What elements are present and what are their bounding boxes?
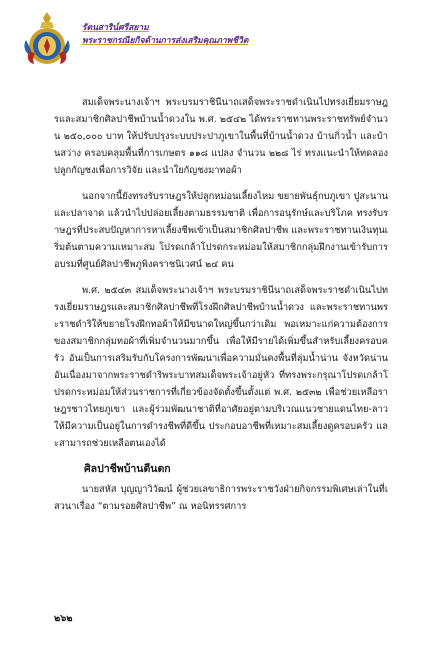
royal-emblem-icon [22,10,72,66]
paragraph-4: นายสหัส บุญญาวิวัฒน์ ผู้ช่วยเลขาธิการพระราชวังฝ่ายกิจกรรมพิเศษเล่าในที่เสวนาเรื่อง “ตามรอยศิลปาชีพ” ณ หอนิทรรศการ [54,484,388,512]
page-header [22,10,402,70]
paragraph-1: สมเด็จพระนางเจ้าฯ พระบรมราชินีนาถเสด็จพระราชดำเนินไปทรงเยี่ยมราษฎรและสมาชิกศิลปาชีพบ้านน้ำดวงใน พ.ศ. ๒๕๔๒ ได้พระราชทานพระราชทรัพย์จำนวน ๒๕๐,๐๐๐ บาท ให้ปรับปรุงระบบประปาภูเขาในพื้นที่บ้านน้ำดวง บ้านกิ่วน้ำ และบ้านสว่าง ครอบคลุมพื้นที่การเกษตร ๑๑๘ แปลง จำนวน ๒๒๘ ไร่ ทรงแนะนำให้ทดลองปลูกกัญชงเพื่อการวิจัย และนำใยกัญชงมาทอผ้า [54,97,388,176]
header-subtitle: พระราชกรณียกิจด้านการส่งเสริมคุณภาพชีวิต [82,36,249,46]
header-text [82,22,382,48]
document-body [54,94,388,524]
page-number: ๒๖๒ [54,613,73,624]
header-title: รัตนสาริน์ศรีสยาม [82,23,149,33]
paragraph-2: นอกจากนี้ยังทรงรับราษฎรให้ปลูกหม่อนเลี้ยงไหม ขยายพันธุ์กบภูเขา ปูสะนาน และปลาจาด แล้วนำไปปล่อยเลี้ยงตามธรรมชาติ เพื่อการอนุรักษ์และบริโภค ทรงรับราษฎรที่ประสบปัญหาการหาเลี้ยงชีพเข้าเป็นสมาชิกศิลปาชีพ และพระราชทานเงินทุนเริ่มต้นตามความเหมาะสม โปรดเกล้าโปรดกระหม่อมให้สมาชิกกลุ่มฝึกงานเข้ารับการอบรมที่ศูนย์ศิลปาชีพภูพิงคราชนิเวศน์ ๒๔ คน [54,191,388,270]
section-heading: ศิลปาชีพบ้านตีนตก [84,463,171,475]
paragraph-3: พ.ศ. ๒๕๔๓ สมเด็จพระนางเจ้าฯ พระบรมราชินีนาถเสด็จพระราชดำเนินไปทรงเยี่ยมราษฎรและสมาชิกศิลปาชีพที่โรงฝึกศิลปาชีพบ้านน้ำดวง และพระราชทานพระราชดำริให้ขยายโรงฝึกทอผ้าให้มีขนาดใหญ่ขึ้นกว่าเดิม พอเหมาะแก่ความต้องการของสมาชิกกลุ่มทอผ้าที่เพิ่มจำนวนมากขึ้น เพื่อให้มีรายได้เพิ่มขึ้นสำหรับเลี้ยงครอบครัว อันเป็นการเสริมรับกับโครงการพัฒนาเพื่อความมั่นคงพื้นที่ลุ่มน้ำน่าน จังหวัดน่าน อันเนื่องมาจากพระราชดำริพระบาทสมเด็จพระเจ้าอยู่หัว ที่ทรงพระกรุณาโปรดเกล้าโปรดกระหม่อมให้ส่วนราชการที่เกี่ยวข้องจัดตั้งขึ้นตั้งแต่ พ.ศ. ๒๕๓๒ เพื่อช่วยเหลือราษฎรชาวไทยภูเขา และผู้ร่วมพัฒนาชาติที่อาศัยอยู่ตามบริเวณแนวชายแดนไทย-ลาว ให้มีความเป็นอยู่ในการดำรงชีพที่ดีขึ้น ประกอบอาชีพที่เหมาะสมเลี้ยงดูครอบครัว และสามารถช่วยเหลือตนเองได้ [54,285,388,449]
